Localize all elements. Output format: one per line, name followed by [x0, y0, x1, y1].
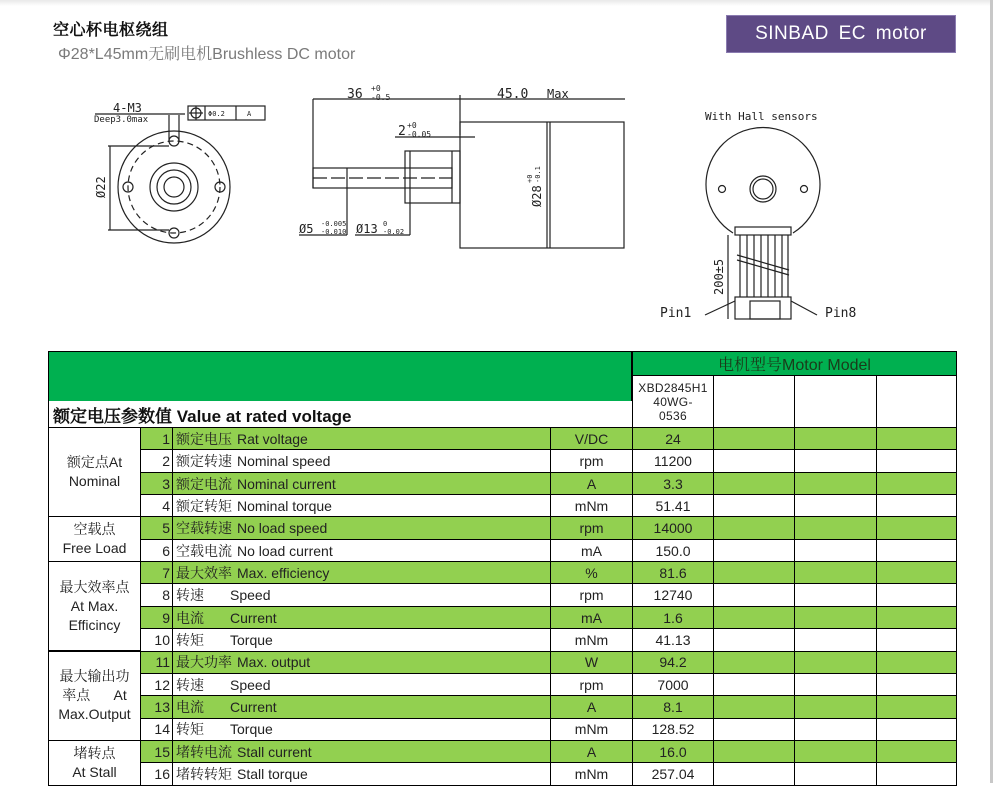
empty-model-cell	[876, 494, 957, 518]
parameter-name	[172, 539, 551, 563]
empty-model-cell	[713, 472, 795, 496]
brand-badge: SINBAD EC motor	[726, 15, 956, 53]
group-label-line: 空载点	[73, 521, 116, 538]
page-top-shadow	[0, 0, 993, 6]
depth-label: Deep3.0max	[94, 115, 149, 125]
row-number: 7	[140, 561, 173, 585]
empty-model-cell	[713, 762, 795, 786]
row-number: 6	[140, 539, 173, 563]
value-cell: 257.04	[632, 762, 714, 786]
model-line: 0536	[659, 408, 687, 423]
row-number: 1	[140, 427, 173, 451]
group-label-line: Max.Output	[58, 706, 131, 723]
value-cell: 3.3	[632, 472, 714, 496]
model-cell-4	[876, 375, 957, 428]
row-number: 15	[140, 740, 173, 764]
group-label-cell	[48, 516, 141, 562]
empty-model-cell	[713, 695, 795, 719]
parameter-name-en: Torque	[230, 721, 273, 738]
thread-label: 4-M3	[113, 101, 142, 115]
parameter-name	[172, 561, 551, 585]
parameter-name-en: Torque	[230, 632, 273, 649]
row-number: 11	[140, 651, 173, 675]
boss-diameter-tol-upper: 0	[383, 220, 388, 228]
group-label-cell	[48, 740, 141, 786]
parameter-name-cn: 电流	[176, 609, 204, 626]
parameter-name	[172, 762, 551, 786]
body-diameter-tol-lower: -0.1	[534, 166, 542, 183]
empty-model-cell	[794, 561, 877, 585]
unit-cell: W	[550, 651, 633, 675]
pin8-label: Pin8	[825, 306, 857, 321]
empty-model-cell	[794, 427, 877, 451]
group-label-line: Nominal	[68, 473, 121, 490]
row-number: 10	[140, 628, 173, 652]
model-cell-1	[632, 375, 714, 428]
group-label-line: At Max.	[70, 597, 119, 614]
empty-model-cell	[876, 718, 957, 742]
parameter-name	[172, 673, 551, 697]
step-tol-upper: +0	[407, 121, 417, 130]
unit-cell: rpm	[550, 449, 633, 473]
datum-label: A	[247, 110, 252, 118]
empty-model-cell	[876, 695, 957, 719]
empty-model-cell	[713, 494, 795, 518]
parameter-name-en: Stall current	[237, 743, 312, 760]
empty-model-cell	[713, 561, 795, 585]
model-cell-2	[713, 375, 795, 428]
empty-model-cell	[876, 561, 957, 585]
empty-model-cell	[794, 695, 877, 719]
empty-model-cell	[713, 718, 795, 742]
unit-cell: A	[550, 740, 633, 764]
shaft-length-tol-lower: -0.5	[371, 93, 391, 102]
front-view-drawing	[85, 85, 285, 255]
empty-model-cell	[876, 606, 957, 630]
parameter-name	[172, 695, 551, 719]
parameter-name-en: Speed	[230, 676, 271, 693]
empty-model-cell	[794, 718, 877, 742]
group-label-line: 最大输出功	[59, 668, 130, 685]
empty-model-cell	[794, 673, 877, 697]
parameter-name-cn: 堵转转矩	[176, 766, 232, 783]
value-cell: 81.6	[632, 561, 714, 585]
parameter-name	[172, 516, 551, 540]
parameter-name-cn: 额定转矩	[176, 497, 232, 514]
parameter-name-en: Nominal current	[237, 475, 336, 492]
parameter-name-cn: 转矩	[176, 632, 204, 649]
empty-model-cell	[876, 651, 957, 675]
parameter-name	[172, 472, 551, 496]
unit-cell: %	[550, 561, 633, 585]
table-header-band	[48, 351, 632, 401]
row-number: 13	[140, 695, 173, 719]
tolerance-value: Φ0.2	[208, 110, 225, 118]
shaft-diameter-tol-upper: -0.005	[321, 220, 347, 228]
empty-model-cell	[794, 472, 877, 496]
step-length-label: 2	[398, 124, 406, 139]
unit-cell: mA	[550, 539, 633, 563]
parameter-name-cn: 额定转速	[176, 453, 232, 470]
empty-model-cell	[713, 606, 795, 630]
parameter-name-en: No load current	[237, 542, 333, 559]
empty-model-cell	[713, 427, 795, 451]
value-cell: 150.0	[632, 539, 714, 563]
empty-model-cell	[876, 740, 957, 764]
parameter-name	[172, 740, 551, 764]
parameter-name-en: Max. output	[237, 654, 311, 671]
empty-model-cell	[794, 762, 877, 786]
parameter-name	[172, 628, 551, 652]
parameter-name-en: Current	[230, 699, 277, 716]
empty-model-cell	[794, 606, 877, 630]
empty-model-cell	[794, 583, 877, 607]
empty-model-cell	[876, 762, 957, 786]
body-diameter-tol-upper: +0	[526, 174, 534, 183]
parameter-name-en: Current	[230, 609, 277, 626]
unit-cell: mNm	[550, 762, 633, 786]
parameter-name	[172, 651, 551, 675]
parameter-name	[172, 449, 551, 473]
empty-model-cell	[713, 539, 795, 563]
page-title: 空心杯电枢绕组	[53, 20, 169, 39]
parameter-name-en: Rat voltage	[237, 430, 308, 447]
value-cell: 14000	[632, 516, 714, 540]
parameter-name-cn: 转速	[176, 676, 204, 693]
parameter-name-en: Speed	[230, 587, 271, 604]
empty-model-cell	[876, 583, 957, 607]
value-cell: 41.13	[632, 628, 714, 652]
empty-model-cell	[794, 651, 877, 675]
group-label-line: At Stall	[72, 763, 117, 780]
value-cell: 128.52	[632, 718, 714, 742]
side-view-drawing	[285, 85, 625, 250]
value-cell: 12740	[632, 583, 714, 607]
row-number: 8	[140, 583, 173, 607]
row-number: 9	[140, 606, 173, 630]
boss-diameter-label: Ø13	[356, 222, 378, 236]
parameter-name-en: Max. efficiency	[237, 565, 330, 582]
page-subtitle: Φ28*L45mm无刷电机Brushless DC motor	[58, 46, 356, 63]
model-line: XBD2845H1	[638, 380, 708, 395]
parameter-name-cn: 转速	[176, 587, 204, 604]
parameter-name-cn: 额定电压	[176, 430, 232, 447]
group-label-line: Efficincy	[68, 616, 121, 633]
empty-model-cell	[876, 628, 957, 652]
shaft-length-tol-upper: +0	[371, 85, 381, 93]
unit-cell: A	[550, 472, 633, 496]
empty-model-cell	[794, 740, 877, 764]
parameter-name-cn: 最大效率	[176, 565, 232, 582]
step-tol-lower: -0.05	[407, 130, 432, 139]
boss-diameter-tol-lower: -0.02	[383, 228, 405, 236]
empty-model-cell	[794, 628, 877, 652]
motor-model-header: 电机型号Motor Model	[632, 351, 957, 376]
empty-model-cell	[794, 449, 877, 473]
parameter-name	[172, 583, 551, 607]
empty-model-cell	[876, 449, 957, 473]
parameter-name-cn: 堵转电流	[176, 743, 232, 760]
group-label-cell	[48, 561, 141, 651]
parameter-name-cn: 转矩	[176, 721, 204, 738]
parameter-name	[172, 606, 551, 630]
group-label-line: Free Load	[62, 540, 127, 557]
empty-model-cell	[794, 494, 877, 518]
row-number: 16	[140, 762, 173, 786]
body-length-label: 45.0	[497, 87, 529, 102]
shaft-diameter-tol-lower: -0.010	[321, 228, 347, 236]
value-cell: 51.41	[632, 494, 714, 518]
value-cell: 11200	[632, 449, 714, 473]
shaft-length-label: 36	[347, 87, 363, 102]
group-label-line: 堵转点	[73, 744, 116, 761]
parameter-name-cn: 额定电流	[176, 475, 232, 492]
value-cell: 16.0	[632, 740, 714, 764]
hall-sensors-caption: With Hall sensors	[705, 110, 818, 123]
parameter-name	[172, 494, 551, 518]
empty-model-cell	[713, 651, 795, 675]
parameter-name-cn: 最大功率	[176, 654, 232, 671]
empty-model-cell	[713, 449, 795, 473]
spec-table	[48, 351, 957, 783]
unit-cell: rpm	[550, 673, 633, 697]
row-number: 4	[140, 494, 173, 518]
empty-model-cell	[713, 516, 795, 540]
model-line: 40WG-	[653, 394, 693, 409]
parameter-name-cn: 空载电流	[176, 542, 232, 559]
empty-model-cell	[876, 673, 957, 697]
body-diameter-label: Ø28	[530, 185, 544, 207]
rear-view-drawing	[655, 105, 875, 330]
group-label-cell	[48, 651, 141, 741]
row-number: 12	[140, 673, 173, 697]
empty-model-cell	[876, 472, 957, 496]
empty-model-cell	[876, 516, 957, 540]
row-number: 3	[140, 472, 173, 496]
cable-length-label: 200±5	[712, 258, 726, 295]
value-cell: 24	[632, 427, 714, 451]
shaft-diameter-label: Ø5	[299, 222, 314, 236]
parameter-name	[172, 718, 551, 742]
section-title: 额定电压参数值 Value at rated voltage	[48, 401, 632, 427]
parameter-name	[172, 427, 551, 451]
unit-cell: V/DC	[550, 427, 633, 451]
group-label-line: 额定点At	[66, 454, 123, 471]
value-cell: 94.2	[632, 651, 714, 675]
unit-cell: A	[550, 695, 633, 719]
unit-cell: mNm	[550, 494, 633, 518]
body-length-note: Max	[547, 87, 569, 101]
empty-model-cell	[713, 673, 795, 697]
empty-model-cell	[713, 740, 795, 764]
unit-cell: rpm	[550, 583, 633, 607]
unit-cell: mNm	[550, 718, 633, 742]
empty-model-cell	[713, 583, 795, 607]
pin1-label: Pin1	[660, 306, 692, 321]
row-number: 5	[140, 516, 173, 540]
value-cell: 7000	[632, 673, 714, 697]
model-cell-3	[794, 375, 877, 428]
empty-model-cell	[794, 516, 877, 540]
parameter-name-en: Nominal speed	[237, 453, 331, 470]
parameter-name-cn: 空载转速	[176, 520, 232, 537]
unit-cell: rpm	[550, 516, 633, 540]
group-label-cell	[48, 427, 141, 517]
diameter-label: Ø22	[94, 176, 108, 198]
parameter-name-en: Nominal torque	[237, 497, 332, 514]
empty-model-cell	[876, 427, 957, 451]
value-cell: 1.6	[632, 606, 714, 630]
row-number: 14	[140, 718, 173, 742]
group-label-line: 率点 At	[62, 687, 127, 704]
parameter-name-en: No load speed	[237, 520, 328, 537]
value-cell: 8.1	[632, 695, 714, 719]
parameter-name-en: Stall torque	[237, 766, 308, 783]
unit-cell: mNm	[550, 628, 633, 652]
row-number: 2	[140, 449, 173, 473]
group-label-line: 最大效率点	[59, 578, 130, 595]
empty-model-cell	[794, 539, 877, 563]
empty-model-cell	[713, 628, 795, 652]
parameter-name-cn: 电流	[176, 699, 204, 716]
unit-cell: mA	[550, 606, 633, 630]
empty-model-cell	[876, 539, 957, 563]
